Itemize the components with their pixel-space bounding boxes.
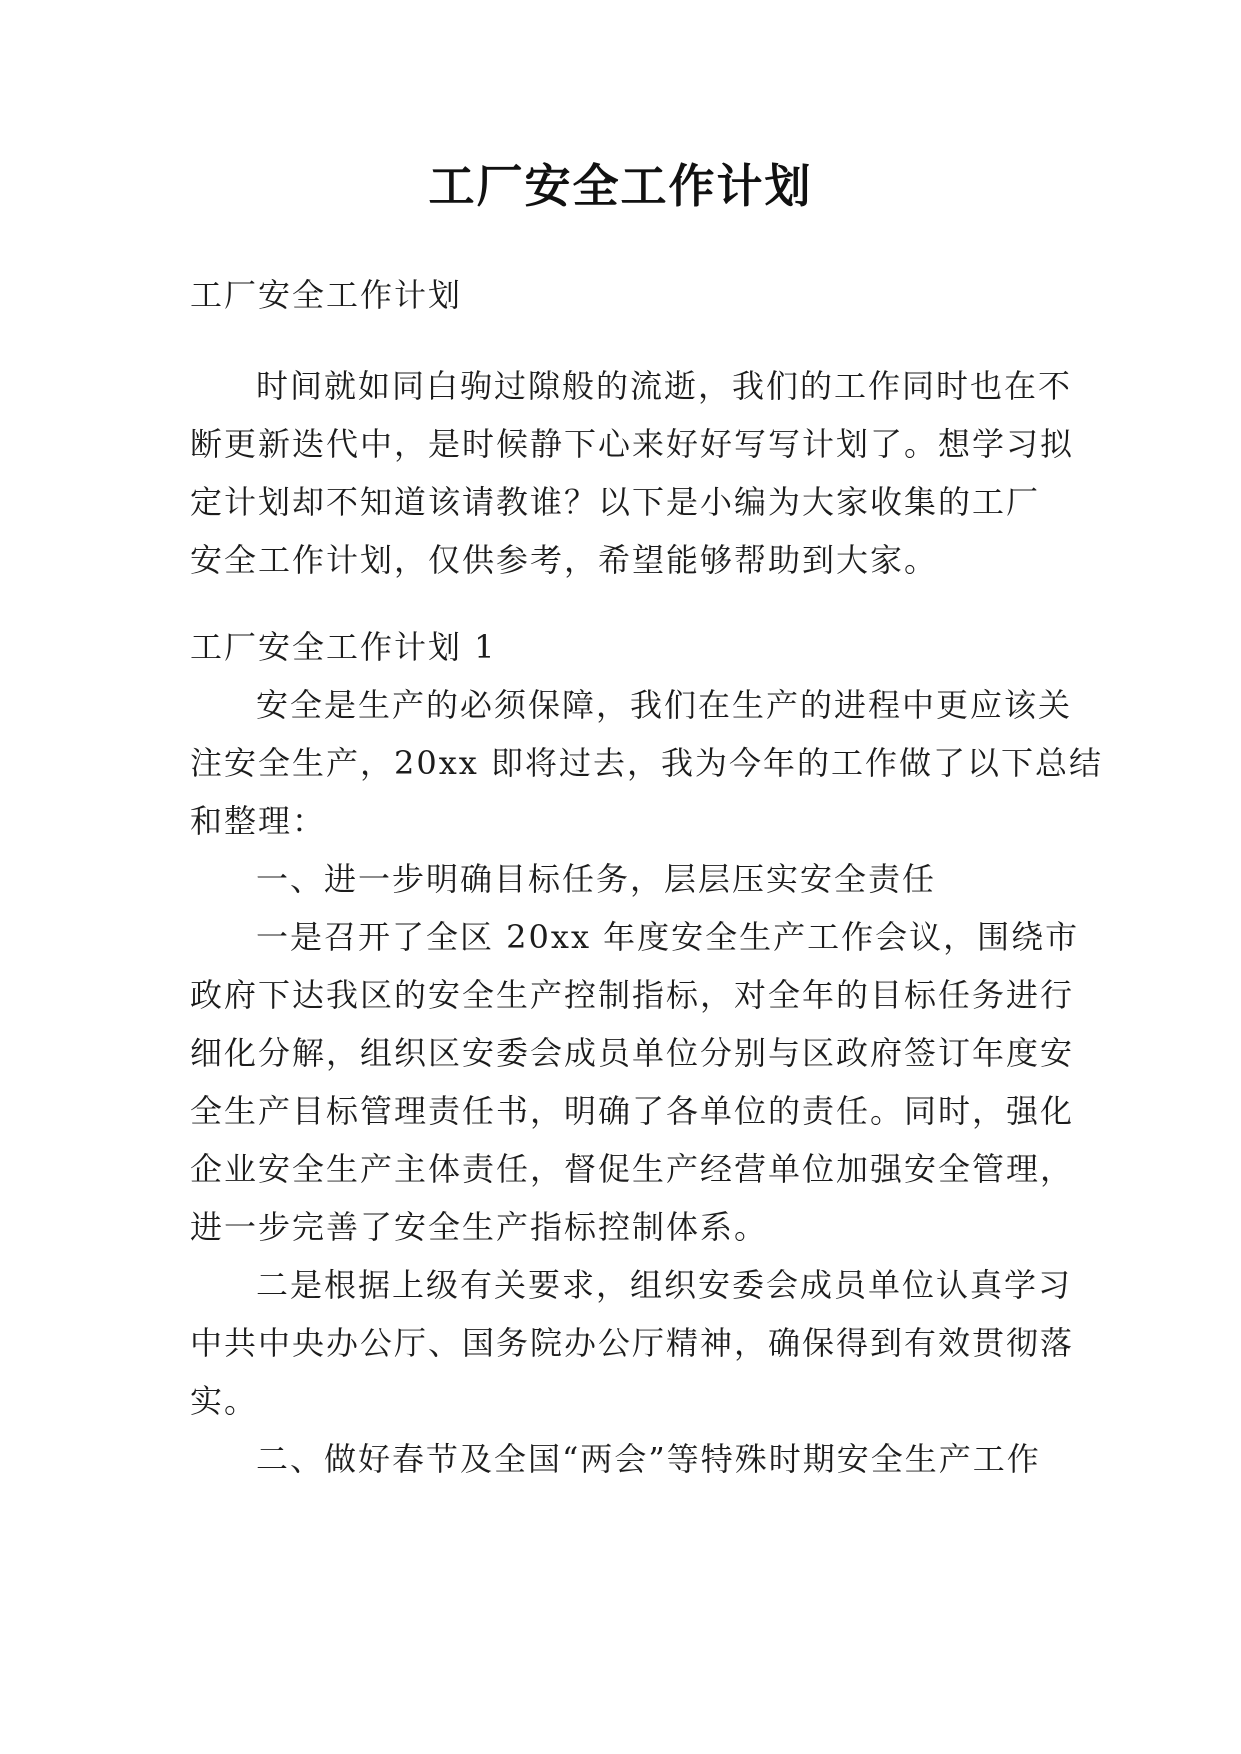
subheading-line: 二、做好春节及全国“两会”等特殊时期安全生产工作: [256, 1440, 1041, 1478]
paragraph-line: 企业安全生产主体责任，督促生产经营单位加强安全管理，: [190, 1150, 1075, 1188]
paragraph-line: 二是根据上级有关要求，组织安委会成员单位认真学习: [256, 1266, 1073, 1304]
paragraph-line: 安全是生产的必须保障，我们在生产的进程中更应该关: [256, 686, 1073, 724]
document-subtitle: [190, 266, 1045, 324]
paragraph-line: 时间就如同白驹过隙般的流逝，我们的工作同时也在不: [256, 367, 1073, 405]
paragraph-line: 注安全生产，20xx 即将过去，我为今年的工作做了以下总结: [190, 744, 1103, 782]
paragraph-line: 进一步完善了安全生产指标控制体系。: [190, 1208, 769, 1246]
paragraph-line: 中共中央办公厅、国务院办公厅精神，确保得到有效贯彻落: [190, 1324, 1075, 1362]
paragraph-line: 和整理：: [190, 802, 327, 840]
paragraph-line: 全生产目标管理责任书，明确了各单位的责任。同时，强化: [190, 1092, 1075, 1130]
paragraph-line: 一是召开了全区 20xx 年度安全生产工作会议，围绕市: [256, 918, 1080, 956]
paragraph-line: 断更新迭代中，是时候静下心来好好写写计划了。想学习拟: [190, 425, 1075, 463]
paragraph-line: 实。: [190, 1382, 259, 1420]
paragraph-line: 安全工作计划，仅供参考，希望能够帮助到大家。: [190, 541, 939, 579]
document-title: 工厂安全工作计划: [428, 159, 813, 213]
intro-paragraph: [190, 357, 1075, 589]
paragraph-line: 细化分解，组织区安委会成员单位分别与区政府签订年度安: [190, 1034, 1075, 1072]
subheading-line: 一、进一步明确目标任务，层层压实安全责任: [256, 860, 937, 898]
section-1: [190, 618, 1103, 1488]
subtitle-line: 工厂安全工作计划: [190, 276, 463, 314]
paragraph-line: 定计划却不知道该请教谁？以下是小编为大家收集的工厂: [190, 483, 1041, 521]
section-heading: 工厂安全工作计划 1: [190, 628, 497, 666]
paragraph-line: 政府下达我区的安全生产控制指标，对全年的目标任务进行: [190, 976, 1075, 1014]
